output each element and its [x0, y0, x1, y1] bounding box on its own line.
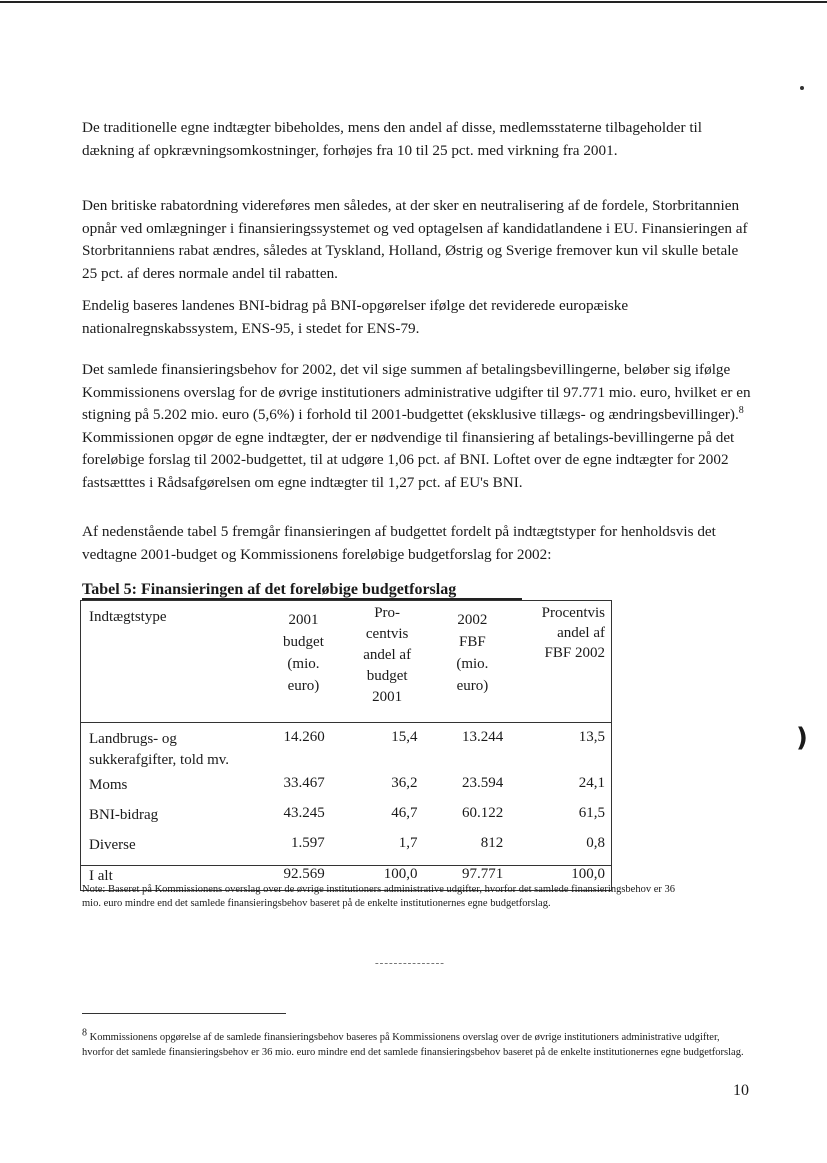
row-label: Moms [89, 777, 128, 793]
total-share-2002: 100,0 [511, 866, 611, 891]
header-fbf-2002 [433, 601, 511, 723]
header-share-2001 [341, 601, 434, 723]
header-line: andel af [557, 625, 605, 641]
header-budget-2001 [266, 601, 341, 723]
margin-mark: ) [796, 723, 808, 753]
header-line: (mio. [287, 656, 320, 672]
header-line: budget [283, 634, 324, 650]
table-row [81, 775, 612, 805]
header-line: andel af [363, 647, 412, 663]
total-budget-2001: 92.569 [266, 866, 341, 891]
separator-dashes: --------------- [375, 957, 445, 969]
scan-dot [800, 86, 804, 90]
header-line: budget [366, 668, 408, 684]
cell-share-2002: 0,8 [586, 835, 605, 851]
cell-fbf-2002: 812 [480, 835, 504, 851]
paragraph-table-intro: Af nedenstående tabel 5 fremgår finansieringen af budgettet fordelt på indtægtstyper for henholdsvis det vedtagne 2001-budget og Kommissionens foreløbige budgetforslag for 2002: [82, 523, 716, 563]
table-row [81, 805, 612, 835]
total-share-2001: 100,0 [341, 866, 434, 891]
cell-share-2002: 13,5 [578, 729, 605, 745]
header-line: FBF [459, 634, 486, 650]
paragraph-uk-rebate: Den britiske rabatordning videreføres men således, at der sker en neutralisering af de fordele, Storbritannien opnår ved omlægninger i finansieringssystemet og ved optagelsen af kandidatlandene i EU. Finansieringen af Storbritanniens rabat ændres, således at Tyskland, Holland, Østrig og Sverige fremover kun vil skulle betale 25 pct. af deres normale andel til rabatten. [82, 197, 748, 282]
table-caption: Tabel 5: Finansieringen af det foreløbige budgetforslag [82, 581, 457, 598]
top-rule [0, 1, 827, 3]
cell-fbf-2002: 23.594 [462, 775, 504, 791]
header-line: euro) [456, 678, 489, 694]
header-income-type: Indtægtstype [89, 609, 167, 625]
footnote-marker: 8 [82, 1027, 87, 1039]
table-row [81, 723, 612, 776]
paragraph-financing-need-part2: Kommissionen opgør de egne indtægter, der er nødvendige til finansiering af betalings-bevillingerne på det foreløbige forslag til 2002-budgettet, til at udgøre 1,06 pct. af BNI. Loftet over de egne indtægter for 2002 fastsætttes i Rådsafgørelsen om egne indtægter til 1,27 pct. af EU's BNI. [82, 428, 735, 491]
header-line: 2001 [372, 689, 403, 705]
footnote [82, 1027, 752, 1060]
paragraph-financing-need [82, 359, 754, 494]
cell-budget-2001: 14.260 [283, 729, 325, 745]
table-row [81, 835, 612, 866]
cell-share-2002: 61,5 [578, 805, 605, 821]
header-line: FBF 2002 [544, 645, 605, 661]
header-line: Pro- [374, 605, 401, 621]
cell-share-2001: 15,4 [391, 729, 418, 745]
row-label: Diverse [89, 837, 136, 853]
total-label: I alt [81, 866, 267, 891]
header-share-2002 [511, 601, 611, 723]
table-header-row [81, 601, 612, 723]
table-note: Note: Baseret på Kommissionens overslag over de øvrige institutioners administrative udgifter, hvorfor det samlede finansieringsbehov er 36 mio. euro mindre end det samlede finansieringsbehov baseret på de enkelte institutionernes egne budgetforslag. [82, 884, 675, 909]
cell-share-2001: 36,2 [391, 775, 418, 791]
cell-share-2001: 1,7 [398, 835, 418, 851]
header-line: euro) [287, 678, 320, 694]
cell-budget-2001: 33.467 [283, 775, 325, 791]
paragraph-gni-contribution: Endelig baseres landenes BNI-bidrag på BNI-opgørelser ifølge det reviderede europæiske nationalregnskabssystem, ENS-95, i stedet for ENS-79. [82, 297, 629, 337]
footnote-ref[interactable]: 8 [738, 404, 744, 416]
header-line: centvis [365, 626, 409, 642]
cell-fbf-2002: 60.122 [462, 805, 504, 821]
row-label: Landbrugs- og sukkerafgifter, told mv. [89, 731, 230, 768]
cell-share-2001: 46,7 [391, 805, 418, 821]
header-line: 2001 [288, 612, 319, 628]
cell-budget-2001: 43.245 [283, 805, 325, 821]
financing-table [80, 600, 612, 891]
total-fbf-2002: 97.771 [433, 866, 511, 891]
cell-fbf-2002: 13.244 [462, 729, 504, 745]
cell-budget-2001: 1.597 [291, 835, 325, 851]
header-line: 2002 [457, 612, 488, 628]
paragraph-own-resources: De traditionelle egne indtægter bibeholdes, mens den andel af disse, medlemsstaterne tilbageholder til dækning af opkrævningsomkostninger, forhøjes fra 10 til 25 pct. med virkning fra 2001. [82, 119, 702, 159]
footnote-text: Kommissionens opgørelse af de samlede finansieringsbehov baseres på Kommissionens overslag over de øvrige institutioners administrative udgifter, hvorfor det samlede finansieringsbehov er 36 mio. euro mindre end det samlede finansieringsbehov baseret på de enkelte institutionernes egne budgetforslag. [82, 1032, 744, 1058]
header-line: Procentvis [541, 605, 605, 621]
header-line: (mio. [456, 656, 489, 672]
page-number: 10 [733, 1082, 749, 1099]
cell-share-2002: 24,1 [578, 775, 605, 791]
paragraph-financing-need-part1: Det samlede finansieringsbehov for 2002, det vil sige summen af betalingsbevillingerne, beløber sig ifølge Kommissionens overslag for de øvrige institutioners administrative udgifter til 97.771 mio. euro, hvilket er en stigning på 5.202 mio. euro (5,6%) i forhold til 2001-budgettet (eksklusive tillægs- og ændringsbevillinger). [82, 361, 751, 423]
footnote-rule [82, 1013, 286, 1014]
row-label: BNI-bidrag [89, 807, 159, 823]
